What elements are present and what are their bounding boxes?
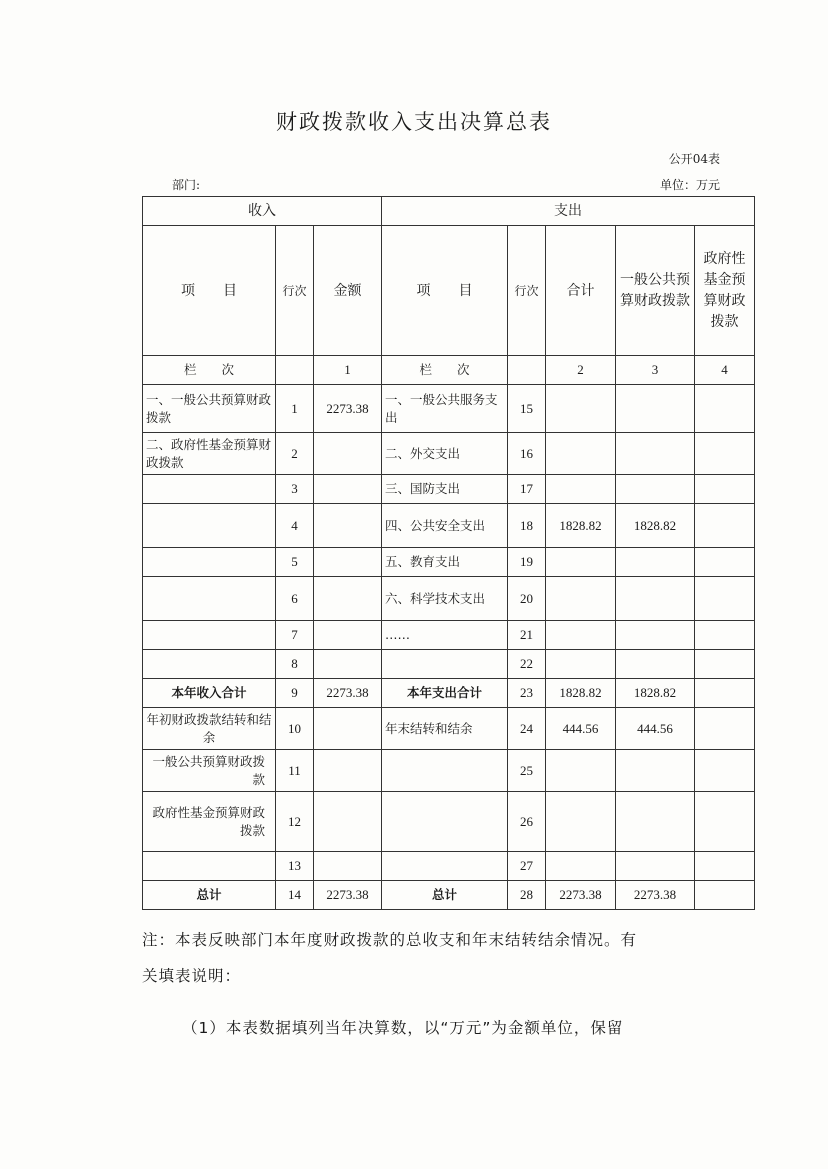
income-item-header: 项 目: [143, 226, 276, 356]
expense-total: 2273.38: [546, 881, 616, 910]
income-item: [143, 475, 276, 504]
income-line: 5: [276, 548, 314, 577]
expense-general: [616, 548, 695, 577]
expense-total: 444.56: [546, 708, 616, 750]
income-amount: [314, 650, 382, 679]
expense-item: [382, 852, 508, 881]
income-line: 9: [276, 679, 314, 708]
expense-general: [616, 433, 695, 475]
expense-line: 19: [508, 548, 546, 577]
income-line: 7: [276, 621, 314, 650]
expense-line: 17: [508, 475, 546, 504]
income-line: 13: [276, 852, 314, 881]
col-empty-2: [508, 356, 546, 385]
col-label-2: 栏 次: [382, 356, 508, 385]
expense-fund: [695, 433, 755, 475]
income-item: [143, 548, 276, 577]
table-row: [143, 548, 755, 577]
expense-total: [546, 385, 616, 433]
income-line-header: 行次: [276, 226, 314, 356]
expense-line: 22: [508, 650, 546, 679]
expense-item: 总计: [382, 881, 508, 910]
expense-line: 24: [508, 708, 546, 750]
col-2: 2: [546, 356, 616, 385]
income-amount: [314, 548, 382, 577]
expense-item: 四、公共安全支出: [382, 504, 508, 548]
fund-header: 政府性基金预算财政拨款: [695, 226, 755, 356]
income-line: 2: [276, 433, 314, 475]
note-line-2: 关填表说明：: [142, 967, 242, 985]
table-row: [143, 475, 755, 504]
income-item: 二、政府性基金预算财政拨款: [143, 433, 276, 475]
expense-general: [616, 475, 695, 504]
income-amount: 2273.38: [314, 679, 382, 708]
expense-general: 2273.38: [616, 881, 695, 910]
col-1: 1: [314, 356, 382, 385]
expense-item: 六、科学技术支出: [382, 577, 508, 621]
expense-line: 18: [508, 504, 546, 548]
expense-line: 23: [508, 679, 546, 708]
expense-total: 1828.82: [546, 504, 616, 548]
table-row: [143, 577, 755, 621]
col-label: 栏 次: [143, 356, 276, 385]
expense-item: 本年支出合计: [382, 679, 508, 708]
income-line: 4: [276, 504, 314, 548]
expense-general: [616, 792, 695, 852]
income-amount: [314, 750, 382, 792]
income-amount: [314, 475, 382, 504]
expense-total: [546, 750, 616, 792]
expense-total: [546, 475, 616, 504]
expense-fund: [695, 621, 755, 650]
income-item: 一般公共预算财政拨款: [143, 750, 276, 792]
table-row: [143, 792, 755, 852]
income-amount: [314, 504, 382, 548]
expense-item: 五、教育支出: [382, 548, 508, 577]
income-amount: [314, 708, 382, 750]
note-line-3: （1）本表数据填列当年决算数，以“万元”为金额单位，保留: [182, 1019, 624, 1037]
income-line: 12: [276, 792, 314, 852]
income-amount: [314, 433, 382, 475]
amount-header: 金额: [314, 226, 382, 356]
expense-fund: [695, 475, 755, 504]
expense-total: [546, 548, 616, 577]
expense-total: [546, 650, 616, 679]
expense-fund: [695, 708, 755, 750]
income-item: [143, 504, 276, 548]
expense-general: [616, 852, 695, 881]
table-row: [143, 679, 755, 708]
budget-table: [142, 196, 755, 910]
expense-line: 20: [508, 577, 546, 621]
expense-total: [546, 577, 616, 621]
note-line-1: 注：本表反映部门本年度财政拨款的总收支和年末结转结余情况。有: [142, 931, 638, 949]
expense-line: 15: [508, 385, 546, 433]
expense-fund: [695, 679, 755, 708]
expense-fund: [695, 750, 755, 792]
total-header: 合计: [546, 226, 616, 356]
expense-fund: [695, 650, 755, 679]
expense-line: 27: [508, 852, 546, 881]
expense-total: [546, 852, 616, 881]
table-row: [143, 881, 755, 910]
expense-fund: [695, 385, 755, 433]
income-line: 8: [276, 650, 314, 679]
expense-line-header: 行次: [508, 226, 546, 356]
table-row: [143, 750, 755, 792]
expense-line: 16: [508, 433, 546, 475]
expense-item: [382, 650, 508, 679]
col-3: 3: [616, 356, 695, 385]
income-amount: 2273.38: [314, 385, 382, 433]
income-line: 1: [276, 385, 314, 433]
income-amount: [314, 792, 382, 852]
table-row: [143, 650, 755, 679]
expense-total: 1828.82: [546, 679, 616, 708]
income-item: 一、一般公共预算财政拨款: [143, 385, 276, 433]
income-amount: [314, 621, 382, 650]
income-item: 总计: [143, 881, 276, 910]
expense-item: 三、国防支出: [382, 475, 508, 504]
income-amount: [314, 852, 382, 881]
page-title: 财政拨款收入支出决算总表: [276, 110, 552, 134]
expense-line: 26: [508, 792, 546, 852]
income-line: 14: [276, 881, 314, 910]
expense-total: [546, 792, 616, 852]
income-item: [143, 577, 276, 621]
expense-general: [616, 750, 695, 792]
income-amount: 2273.38: [314, 881, 382, 910]
expense-item: 年末结转和结余: [382, 708, 508, 750]
income-item: [143, 621, 276, 650]
expense-general: 1828.82: [616, 679, 695, 708]
form-code: 公开04表: [668, 152, 720, 166]
expense-line: 25: [508, 750, 546, 792]
income-amount: [314, 577, 382, 621]
expense-line: 21: [508, 621, 546, 650]
expense-general: [616, 385, 695, 433]
dept-label: 部门:: [172, 178, 201, 192]
income-line: 11: [276, 750, 314, 792]
expense-fund: [695, 881, 755, 910]
table-row: [143, 433, 755, 475]
expense-fund: [695, 792, 755, 852]
col-4: 4: [695, 356, 755, 385]
expense-line: 28: [508, 881, 546, 910]
expense-general: [616, 577, 695, 621]
table-row: [143, 852, 755, 881]
expense-item-header: 项 目: [382, 226, 508, 356]
income-header: 收入: [143, 197, 382, 226]
table-row: [143, 385, 755, 433]
expense-item: [382, 792, 508, 852]
expense-fund: [695, 548, 755, 577]
expense-general: 1828.82: [616, 504, 695, 548]
income-item: 政府性基金预算财政拨款: [143, 792, 276, 852]
income-item: 年初财政拨款结转和结余: [143, 708, 276, 750]
unit-label: 单位：万元: [659, 178, 720, 192]
expense-fund: [695, 577, 755, 621]
income-line: 6: [276, 577, 314, 621]
income-line: 10: [276, 708, 314, 750]
expense-item: [382, 750, 508, 792]
expense-total: [546, 433, 616, 475]
income-item: [143, 650, 276, 679]
table-row: [143, 708, 755, 750]
income-item: [143, 852, 276, 881]
expense-header: 支出: [382, 197, 755, 226]
expense-item: 一、一般公共服务支出: [382, 385, 508, 433]
expense-fund: [695, 504, 755, 548]
expense-general: [616, 650, 695, 679]
income-line: 3: [276, 475, 314, 504]
expense-fund: [695, 852, 755, 881]
table-row: [143, 504, 755, 548]
expense-item: 二、外交支出: [382, 433, 508, 475]
col-empty: [276, 356, 314, 385]
general-header: 一般公共预算财政拨款: [616, 226, 695, 356]
expense-general: [616, 621, 695, 650]
expense-item: ……: [382, 621, 508, 650]
expense-general: 444.56: [616, 708, 695, 750]
expense-total: [546, 621, 616, 650]
table-row: [143, 621, 755, 650]
income-item: 本年收入合计: [143, 679, 276, 708]
